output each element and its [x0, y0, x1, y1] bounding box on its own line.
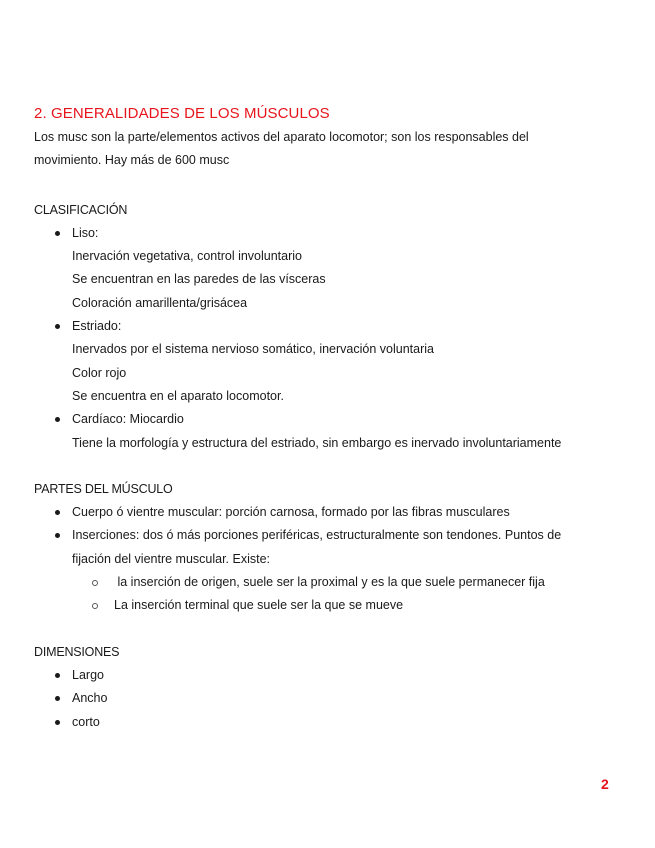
intro-line: Los musc son la parte/elementos activos del aparato locomotor; son los responsables del	[34, 130, 529, 144]
list-item	[34, 501, 624, 524]
sublist-item-text: la inserción de origen, suele ser la proximal y es la que suele permanecer fija	[114, 575, 545, 590]
circle-bullet-icon	[92, 603, 98, 609]
list-item-line: Color rojo	[72, 365, 127, 380]
list-item	[34, 524, 624, 617]
list-item-label: Cardíaco: Miocardio	[72, 412, 184, 427]
sublist-item	[72, 571, 624, 594]
list-item-line: Coloración amarillenta/grisácea	[72, 295, 248, 310]
list-item-label: Liso:	[72, 225, 99, 240]
section-title: 2. GENERALIDADES DE LOS MÚSCULOS	[34, 105, 330, 122]
sublist-item	[72, 594, 624, 617]
bullet-icon	[55, 324, 60, 329]
list-item-line: Inervados por el sistema nervioso somático, inervación voluntaria	[72, 342, 434, 357]
document-page	[34, 104, 624, 734]
list-item-line: Inserciones: dos ó más porciones periféricas, estructuralmente son tendones. Puntos de	[72, 528, 562, 543]
partes-list	[34, 501, 624, 617]
circle-bullet-icon	[92, 580, 98, 586]
intro-paragraph	[34, 126, 624, 173]
list-item-line: Inervación vegetativa, control involuntario	[72, 249, 302, 264]
list-item	[34, 222, 624, 315]
bullet-icon	[55, 533, 60, 538]
dimensiones-list	[34, 664, 624, 734]
list-item-line: Cuerpo ó vientre muscular: porción carnosa, formado por las fibras musculares	[72, 505, 510, 520]
partes-heading: PARTES DEL MÚSCULO	[34, 481, 173, 496]
list-item	[34, 408, 624, 455]
bullet-icon	[55, 696, 60, 701]
bullet-icon	[55, 417, 60, 422]
list-item-line: Se encuentra en el aparato locomotor.	[72, 388, 284, 403]
list-item-line: Se encuentran en las paredes de las vísceras	[72, 272, 326, 287]
list-item	[34, 711, 624, 734]
list-item-text: Ancho	[72, 691, 108, 706]
list-item	[34, 664, 624, 687]
list-item-text: corto	[72, 714, 100, 729]
clasificacion-heading: CLASIFICACIÓN	[34, 202, 128, 217]
list-item-line: fijación del vientre muscular. Existe:	[72, 551, 271, 566]
sublist-item-text: La inserción terminal que suele ser la que se mueve	[114, 598, 404, 613]
clasificacion-list	[34, 222, 624, 455]
list-item	[34, 687, 624, 710]
dimensiones-heading: DIMENSIONES	[34, 644, 120, 659]
bullet-icon	[55, 720, 60, 725]
list-item-text: Largo	[72, 667, 104, 682]
bullet-icon	[55, 231, 60, 236]
bullet-icon	[55, 510, 60, 515]
inserciones-sublist	[72, 571, 624, 618]
intro-line: movimiento. Hay más de 600 musc	[34, 153, 230, 168]
list-item	[34, 315, 624, 408]
list-item-line: Tiene la morfología y estructura del estriado, sin embargo es inervado involuntariamente	[72, 435, 562, 450]
list-item-label: Estriado:	[72, 319, 122, 334]
bullet-icon	[55, 673, 60, 678]
page-number: 2	[601, 776, 609, 792]
